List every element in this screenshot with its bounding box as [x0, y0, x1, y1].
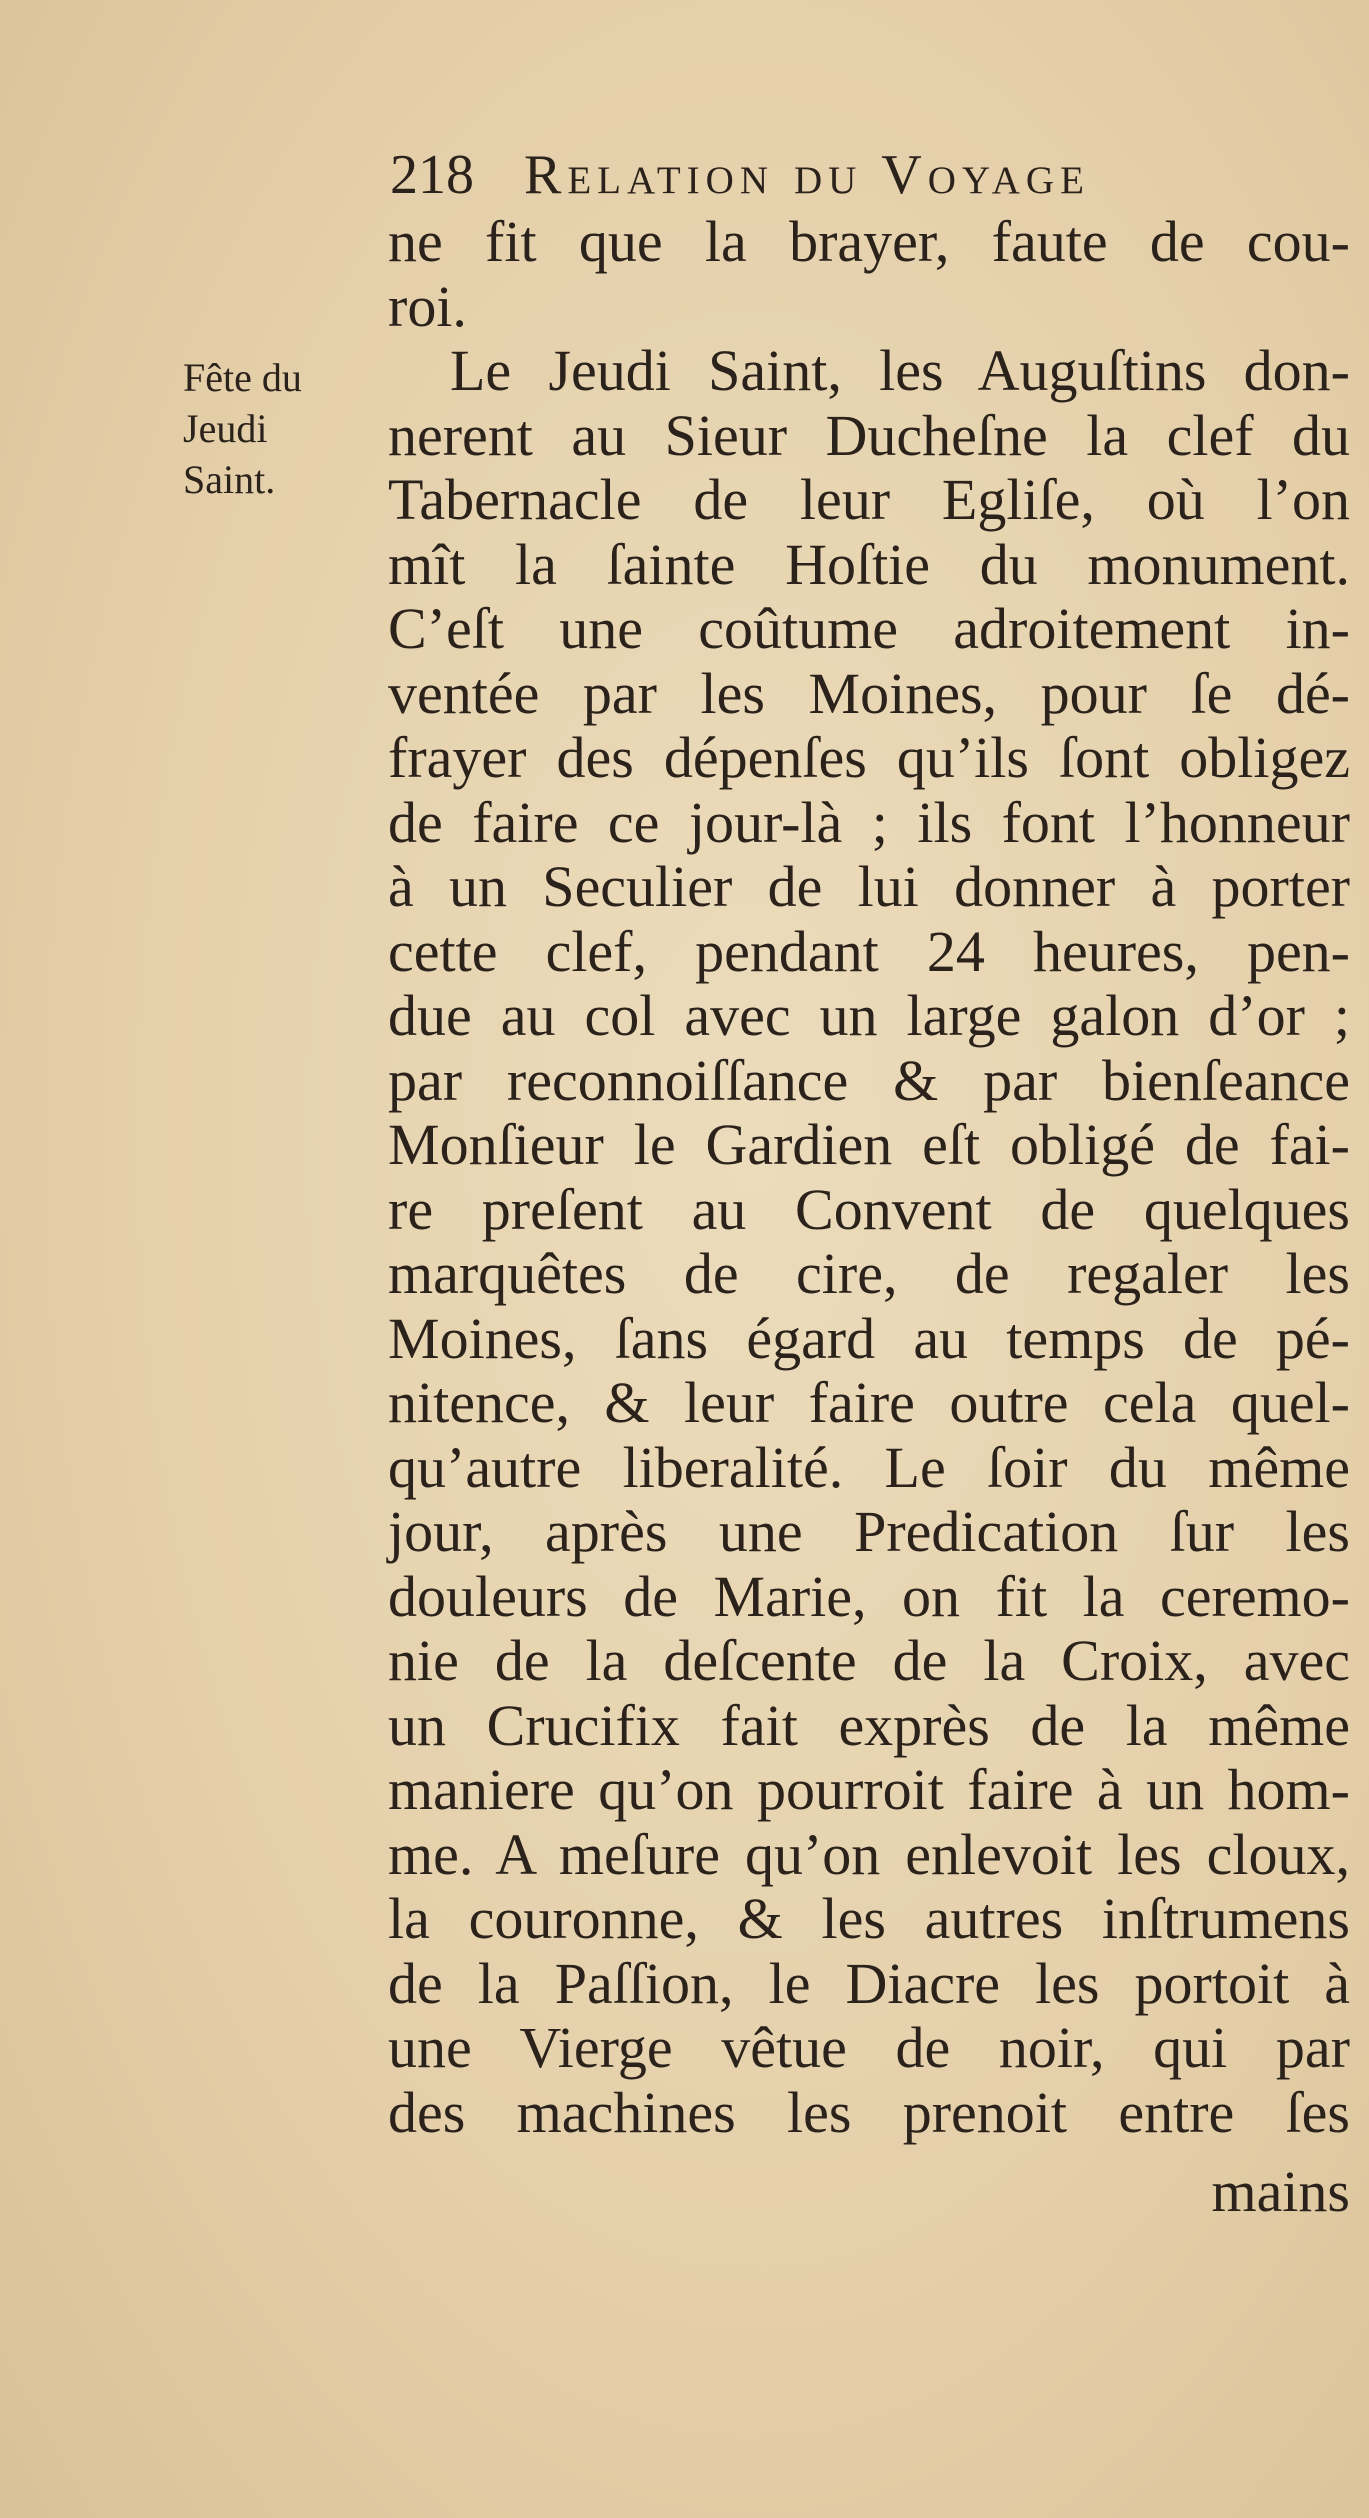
page-number: 218	[390, 144, 474, 206]
text-line: Le Jeudi Saint, les Auguſtins don-	[450, 338, 1350, 403]
text-line: nitence, & leur faire outre cela quel-	[388, 1370, 1350, 1435]
text-line: de faire ce jour-là ; ils font l’honneur	[388, 789, 1350, 855]
text-line: la couronne, & les autres inſtrumens	[388, 1886, 1350, 1951]
text-line: par reconnoiſſance & par bienſeance	[388, 1047, 1350, 1113]
text-line: re preſent au Convent de quelques	[388, 1176, 1350, 1242]
text-line: de la Paſſion, le Diacre les portoit à	[388, 1950, 1350, 2016]
running-title: Relation du Voyage	[524, 144, 1090, 206]
text-line: jour, après une Predication ſur les	[388, 1499, 1350, 1564]
catchword: mains	[1211, 2159, 1350, 2224]
text-line: cette clef, pendant 24 heures, pen-	[388, 918, 1350, 984]
margin-note-line: Fête du	[183, 355, 302, 400]
text-line: C’eſt une coûtume adroitement in-	[388, 596, 1350, 661]
text-line: un Crucifix fait exprès de la même	[388, 1692, 1350, 1758]
text-line: Monſieur le Gardien eſt obligé de fai-	[388, 1112, 1350, 1177]
text-line: nerent au Sieur Ducheſne la clef du	[388, 402, 1350, 468]
text-line: marquêtes de cire, de regaler les	[388, 1241, 1350, 1306]
text-line: Moines, ſans égard au temps de pé-	[388, 1305, 1350, 1371]
text-line: mît la ſainte Hoſtie du monument.	[388, 531, 1350, 597]
text-line: qu’autre liberalité. Le ſoir du même	[388, 1434, 1350, 1500]
page-header	[390, 140, 1350, 210]
text-line: maniere qu’on pourroit faire à un hom-	[388, 1757, 1350, 1822]
text-line: roi.	[388, 273, 467, 339]
body-text	[388, 210, 1350, 2145]
text-line: frayer des dépenſes qu’ils ſont obligez	[388, 725, 1350, 790]
text-line: due au col avec un large galon d’or ;	[388, 983, 1350, 1048]
text-line: Tabernacle de leur Egliſe, où l’on	[388, 467, 1350, 532]
text-line: ne fit que la brayer, faute de cou-	[388, 209, 1350, 274]
text-line: douleurs de Marie, on fit la ceremo-	[388, 1563, 1350, 1629]
text-line: à un Seculier de lui donner à porter	[388, 854, 1350, 919]
text-line: me. A meſure qu’on enlevoit les cloux,	[388, 1821, 1350, 1887]
text-line: des machines les prenoit entre ſes	[388, 2079, 1350, 2145]
margin-note-line: Jeudi	[183, 406, 268, 451]
text-line: une Vierge vêtue de noir, qui par	[388, 2015, 1350, 2080]
margin-note-line: Saint.	[183, 457, 276, 502]
margin-note	[183, 352, 373, 505]
text-line: ventée par les Moines, pour ſe dé-	[388, 660, 1350, 726]
text-line: nie de la deſcente de la Croix, avec	[388, 1628, 1350, 1693]
